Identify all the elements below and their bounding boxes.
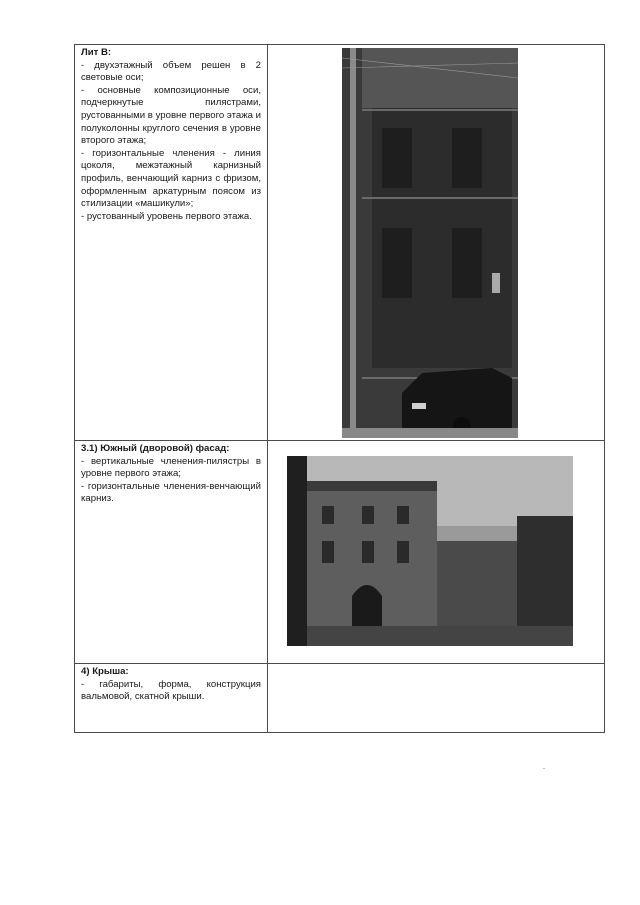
- list-item: - вертикальные членения-пилястры в уровне первого этажа;: [81, 455, 261, 480]
- section-heading: 4) Крыша:: [81, 666, 129, 677]
- list-item: - горизонтальные членения-венчающий карниз.: [81, 480, 261, 505]
- text-cell: [75, 45, 268, 441]
- table-row: [75, 441, 605, 664]
- table-row: [75, 664, 605, 733]
- section-heading: Лит В:: [81, 47, 112, 58]
- image-cell: [268, 441, 605, 664]
- courtyard-photo: [287, 456, 573, 646]
- facade-photo: [342, 48, 518, 438]
- empty-cell: [268, 664, 605, 733]
- list-item: - рустованный уровень первого этажа.: [81, 210, 252, 222]
- description-table: [74, 44, 605, 733]
- text-cell: [75, 664, 268, 733]
- text-cell: [75, 441, 268, 664]
- scan-mark: [543, 768, 545, 769]
- section-heading: 3.1) Южный (дворовой) фасад:: [81, 443, 230, 454]
- list-item: - основные композиционные оси, подчеркнутые пилястрами, рустованными в уровне первого этажа и полуколонны круглого сечения в уровне второго этажа;: [81, 84, 261, 147]
- list-item: - габариты, форма, конструкция вальмовой, скатной крыши.: [81, 678, 261, 703]
- list-item: - горизонтальные членения - линия цоколя, межэтажный карнизный профиль, венчающий карниз с фризом, оформленным аркатурным поясом из стилизации «машикули»;: [81, 147, 261, 210]
- list-item: - двухэтажный объем решен в 2 световые оси;: [81, 59, 261, 84]
- table-row: [75, 45, 605, 441]
- image-cell: [268, 45, 605, 441]
